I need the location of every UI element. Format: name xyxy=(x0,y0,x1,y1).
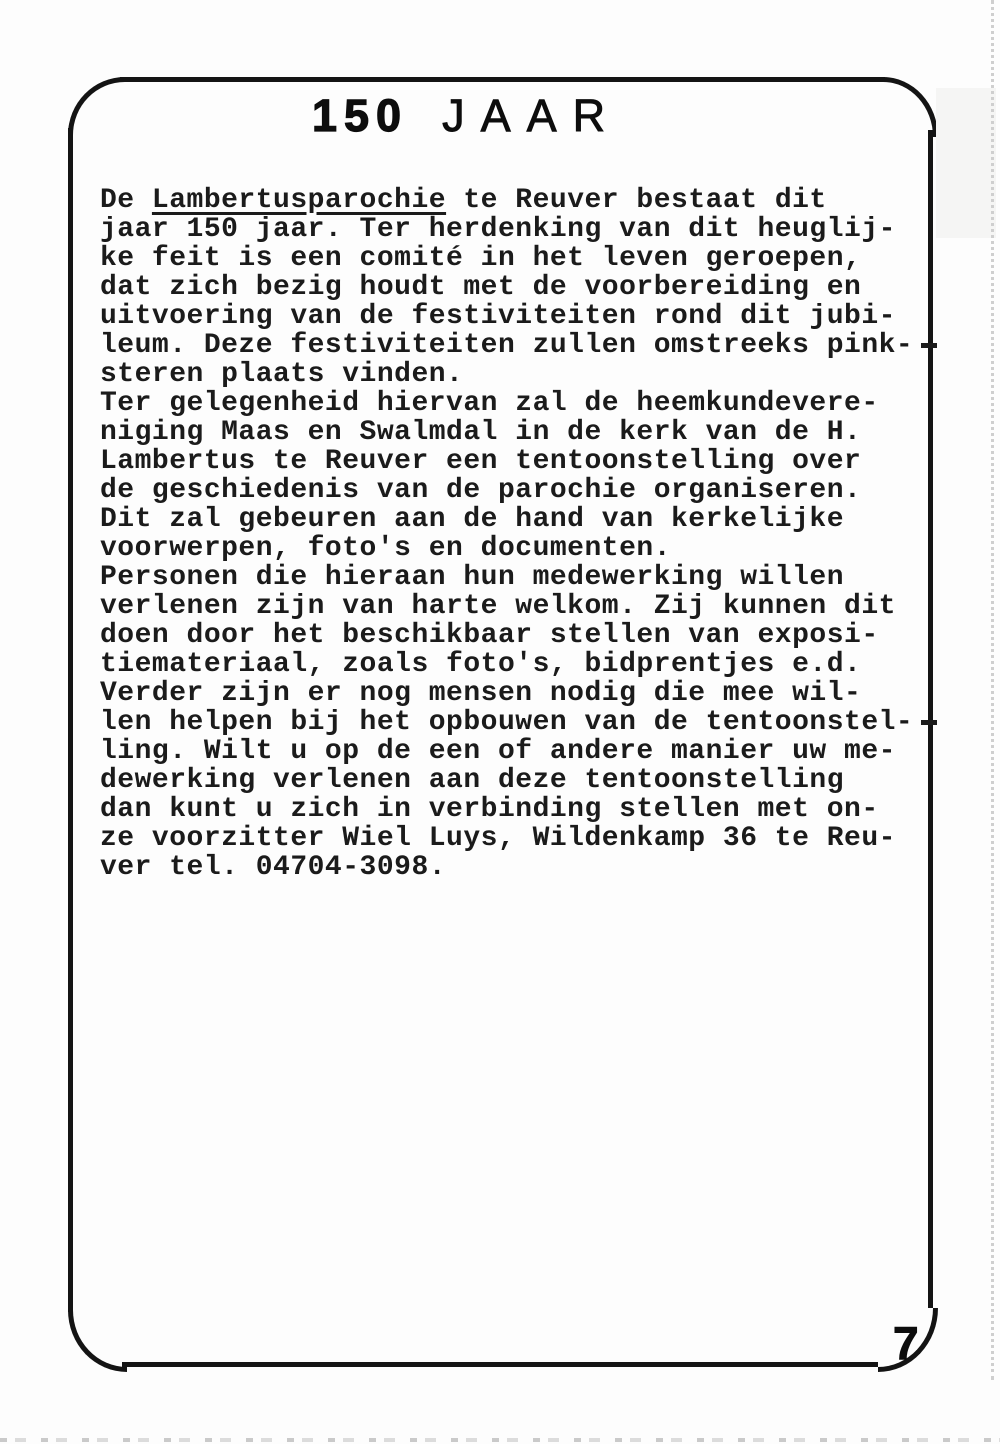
text-line: ling. Wilt u op de een of andere manier uw me- xyxy=(100,736,896,767)
text-line: ke feit is een comité in het leven geroepen, xyxy=(100,243,862,274)
text-line: Verder zijn er nog mensen nodig die mee wil- xyxy=(100,678,862,709)
text-line: verlenen zijn van harte welkom. Zij kunnen dit xyxy=(100,591,896,622)
text-line: jaar 150 jaar. Ter herdenking van dit heuglij- xyxy=(100,214,896,245)
text-line: doen door het beschikbaar stellen van exposi- xyxy=(100,620,879,651)
title-word: JAAR xyxy=(442,90,622,141)
scan-shade-artifact xyxy=(936,88,996,238)
page-title xyxy=(312,90,621,142)
scan-edge-artifact-bottom xyxy=(0,1438,1000,1442)
hyphen-border-overlap xyxy=(921,720,937,725)
text-line: tiemateriaal, zoals foto's, bidprentjes e.d. xyxy=(100,649,862,680)
text-line: niging Maas en Swalmdal in de kerk van de H. xyxy=(100,417,862,448)
text-line: voorwerpen, foto's en documenten. xyxy=(100,533,671,564)
text-line: De Lambertusparochie te Reuver bestaat dit xyxy=(100,185,827,216)
frame-bottom-border xyxy=(122,1362,878,1367)
frame-top-border xyxy=(120,77,885,82)
text-line: ver tel. 04704-3098. xyxy=(100,852,447,883)
text-line: len helpen bij het opbouwen van de tentoonstel- xyxy=(100,707,914,738)
text-line: Lambertus te Reuver een tentoonstelling over xyxy=(100,446,862,477)
text-line: uitvoering van de festiviteiten rond dit jubi- xyxy=(100,301,896,332)
text-line: dewerking verlenen aan deze tentoonstelling xyxy=(100,765,845,796)
underlined-word: Lambertusparochie xyxy=(151,185,447,216)
text-line: de geschiedenis van de parochie organiseren. xyxy=(100,475,862,506)
text-line: ze voorzitter Wiel Luys, Wildenkamp 36 te Reu- xyxy=(100,823,896,854)
frame-corner-bottom-left xyxy=(68,1310,127,1372)
hyphen-border-overlap xyxy=(921,343,937,348)
text-line: leum. Deze festiviteiten zullen omstreeks pink- xyxy=(100,330,914,361)
text-line: steren plaats vinden. xyxy=(100,359,464,390)
frame-left-border xyxy=(68,128,73,1312)
text-line: Dit zal gebeuren aan de hand van kerkelijke xyxy=(100,504,845,535)
text-line: dat zich bezig houdt met de voorbereiding en xyxy=(100,272,862,303)
text-line: Personen die hieraan hun medewerking willen xyxy=(100,562,845,593)
frame-corner-top-left xyxy=(68,77,125,135)
body-text xyxy=(100,186,960,882)
title-number: 150 xyxy=(312,90,409,141)
page-number: 7 xyxy=(893,1317,919,1369)
frame-corner-top-right xyxy=(883,77,938,137)
scan-edge-artifact-right xyxy=(991,0,994,1380)
text-line: dan kunt u zich in verbinding stellen met on- xyxy=(100,794,879,825)
text-line: Ter gelegenheid hiervan zal de heemkundevere- xyxy=(100,388,879,419)
